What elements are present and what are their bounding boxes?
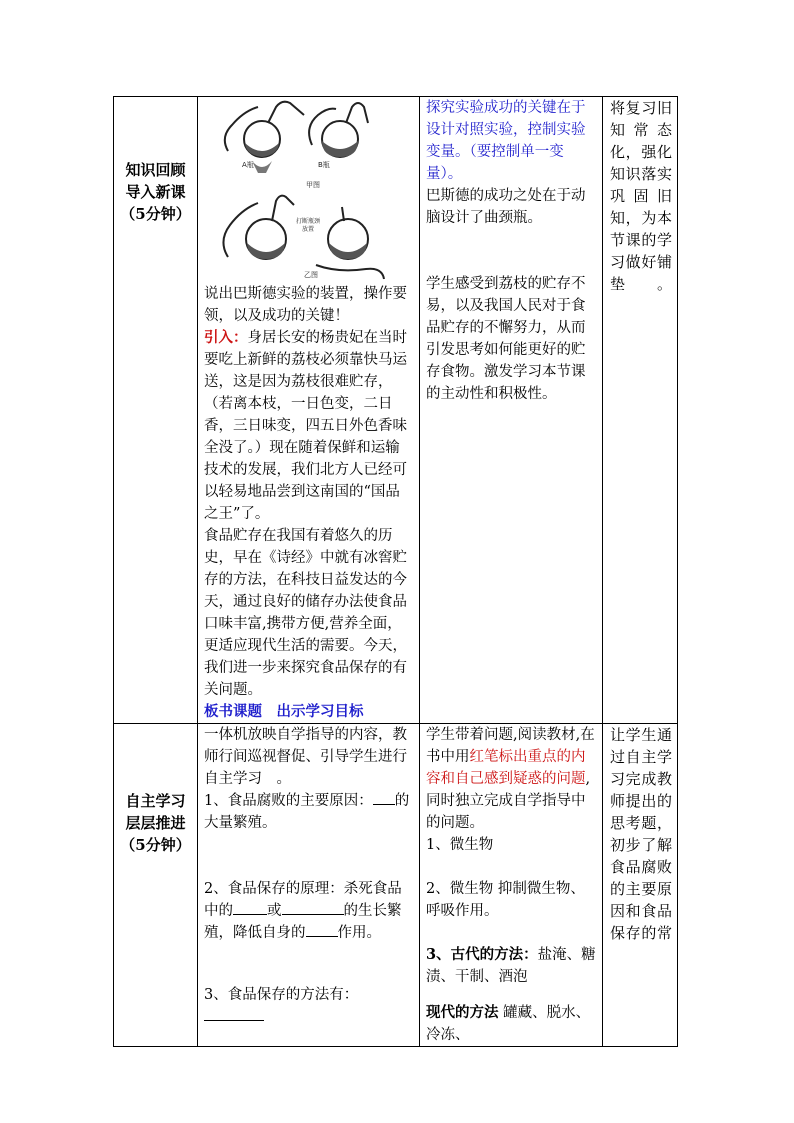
answer-3-text: 盐淹、糖渍、干制、酒泡 xyxy=(426,947,596,985)
intro-paragraph xyxy=(204,327,413,525)
modern-methods-text: 罐藏、脱水、冷冻、 xyxy=(426,1005,591,1043)
question-3-text: 3、食品保存的方法有： xyxy=(204,987,359,1003)
student-task-text xyxy=(426,724,596,834)
question-1-text-end: 的大量繁殖。 xyxy=(204,793,410,831)
design-purpose-cell xyxy=(603,97,678,724)
question-2-or: 或 xyxy=(267,903,282,919)
answer-blank[interactable] xyxy=(282,900,344,915)
question-1 xyxy=(204,790,413,834)
modern-methods-label: 现代的方法 xyxy=(426,1004,499,1021)
neck-note2-label: 放置 xyxy=(302,226,315,233)
section-title-line: 自主学习 xyxy=(125,792,186,810)
figure-jia-label: 甲图 xyxy=(306,181,320,189)
design-purpose-cell xyxy=(603,724,678,1047)
figure-yi-label: 乙图 xyxy=(304,271,318,279)
student-feeling-text: 学生感受到荔枝的贮存不易，以及我国人民对于食品贮存的不懈努力，从而引发思考如何能更好的贮存食物。激发学习本节课的主动性和积极性。 xyxy=(426,276,586,402)
table-row xyxy=(114,724,678,1047)
intro-label: 引入： xyxy=(204,329,248,346)
section-time: （5分钟） xyxy=(120,836,191,854)
section-title xyxy=(114,97,198,724)
flask-a-label: A瓶 xyxy=(242,161,254,169)
modern-methods xyxy=(426,1002,596,1046)
question-2-text-end: 作用。 xyxy=(337,925,381,941)
answer-2: 2、微生物 抑制微生物、呼吸作用。 xyxy=(426,881,585,919)
design-purpose-text: 让学生通过自主学习完成教师提出的思考题，初步了解食品腐败的主要原因和食品保存的常 xyxy=(610,726,672,942)
board-title: 板书课题 出示学习目标 xyxy=(204,703,364,720)
question-1-text: 1、食品腐败的主要原因： xyxy=(204,793,373,809)
student-activity-cell xyxy=(420,97,603,724)
answer-blank[interactable] xyxy=(306,922,338,937)
flask-b-label: B瓶 xyxy=(318,161,330,169)
pasteur-success-text: 巴斯德的成功之处在于动脑设计了曲颈瓶。 xyxy=(426,188,586,226)
self-study-intro: 一体机放映自学指导的内容，教师行间巡视督促、引导学生进行自主学习 。 xyxy=(204,727,407,787)
teacher-activity-cell xyxy=(198,97,420,724)
section-title xyxy=(114,724,198,1047)
student-activity-cell xyxy=(420,724,603,1047)
pasteur-experiment-figure xyxy=(204,97,413,283)
answer-blank[interactable] xyxy=(204,1006,264,1021)
history-paragraph: 食品贮存在我国有着悠久的历史，早在《诗经》中就有冰窖贮存的方法，在科技日益发达的今天，通过良好的储存办法使食品口味丰富,携带方便,营养全面，更适应现代生活的需要。今天，我们进一步来探究食品保存的有关问题。 xyxy=(204,528,407,698)
design-purpose-text: 将复习旧知常态化，强化知识落实巩固旧知，为本节课的学习做好铺垫。 xyxy=(610,99,672,293)
answer-3 xyxy=(426,944,596,988)
section-title-line: 导入新课 xyxy=(125,183,186,201)
answer-blank[interactable] xyxy=(373,790,395,805)
section-title-line: 层层推进 xyxy=(125,814,186,832)
student-task-b: ,同时独立完成自学指导中的问题。 xyxy=(426,771,591,831)
experiment-key-text: 探究实验成功的关键在于设计对照实验，控制实验变量。（要控制单一变量）。 xyxy=(426,100,586,182)
review-question: 说出巴斯德实验的装置，操作要领，以及成功的关键！ xyxy=(204,286,407,324)
question-3 xyxy=(204,984,413,1028)
student-task-highlight: 红笔标出重点的内容和自己感到疑惑的问题 xyxy=(426,749,586,787)
student-task-a: 学生带着问题,阅读教材,在书中用 xyxy=(426,727,595,765)
section-title-line: 知识回顾 xyxy=(125,161,186,179)
question-2-text-mid: 的生长繁殖，降低自身的 xyxy=(204,903,402,941)
table-row xyxy=(114,97,678,724)
intro-text: 身居长安的杨贵妃在当时要吃上新鲜的荔枝必须靠快马运送，这是因为荔枝很难贮存，（若离本枝，一日色变，二日香，三日味变，四五日外色香味全没了。）现在随着保鲜和运输技术的发展，我们北方人已经可以轻易地品尝到这南国的“国品之王”了。 xyxy=(204,330,407,522)
question-2-text: 2、食品保存的原理：杀死食品中的 xyxy=(204,881,402,919)
teacher-activity-cell xyxy=(198,724,420,1047)
answer-1: 1、微生物 xyxy=(426,837,494,853)
answer-3-label: 3、古代的方法： xyxy=(426,946,538,963)
pasteur-flask-diagram xyxy=(218,97,408,283)
neck-note-label: 打断瓶颈 xyxy=(296,218,321,225)
section-time: （5分钟） xyxy=(120,205,191,223)
question-2 xyxy=(204,878,413,944)
answer-blank[interactable] xyxy=(233,900,267,915)
lesson-plan-table xyxy=(113,96,678,1047)
